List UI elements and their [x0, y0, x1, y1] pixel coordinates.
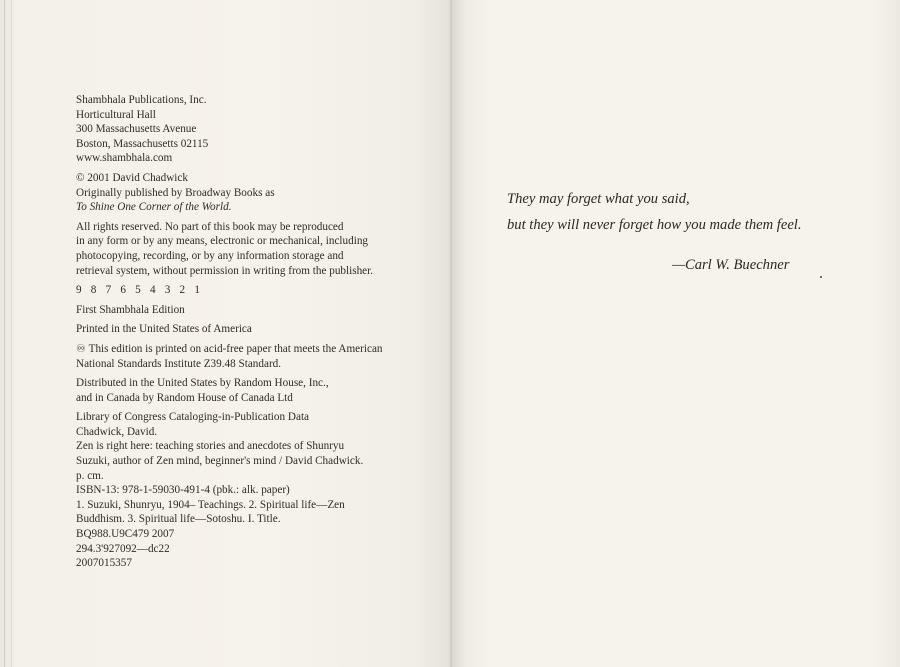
edition-block	[76, 303, 436, 318]
cip-pagination: p. cm.	[76, 469, 104, 482]
paper-speck	[820, 276, 822, 278]
copyright-text	[76, 93, 436, 576]
epigraph-quote	[507, 186, 837, 238]
publisher-name: Shambhala Publications, Inc.	[76, 94, 207, 106]
distribution-notice	[76, 376, 436, 405]
publisher-building: Horticultural Hall	[76, 108, 156, 121]
page-edge-lines	[4, 0, 12, 667]
paper-line: ♾ This edition is printed on acid-free paper that meets the American	[76, 342, 383, 355]
cip-lccn: 2007015357	[76, 557, 132, 570]
rights-line: retrieval system, without permission in writing from the publisher.	[76, 264, 374, 277]
cip-subjects-cont: Buddhism. 3. Spiritual life—Sotoshu. I. Title.	[76, 513, 281, 526]
printing-numbers: 9 8 7 6 5 4 3 2 1	[76, 284, 204, 297]
cip-isbn: ISBN-13: 978-1-59030-491-4 (pbk.: alk. paper)	[76, 484, 290, 497]
copyright-holder: © 2001 David Chadwick	[76, 171, 188, 184]
distribution-line: and in Canada by Random House of Canada Ltd	[76, 391, 293, 404]
paper-line: National Standards Institute Z39.48 Standard.	[76, 357, 282, 370]
cip-heading: Library of Congress Cataloging-in-Publication Data	[76, 411, 310, 424]
epigraph-page	[452, 0, 900, 667]
publisher-website: www.shambhala.com	[76, 152, 173, 165]
quote-line: They may forget what you said,	[507, 191, 690, 207]
original-title: To Shine One Corner of the World.	[76, 201, 232, 214]
cip-dewey: 294.3'927092—dc22	[76, 542, 170, 555]
publisher-street: 300 Massachusetts Avenue	[76, 123, 197, 136]
distribution-line: Distributed in the United States by Random House, Inc.,	[76, 377, 329, 390]
cip-call-number: BQ988.U9C479 2007	[76, 528, 175, 541]
cip-author: Chadwick, David.	[76, 425, 158, 438]
cip-subjects: 1. Suzuki, Shunryu, 1904– Teachings. 2. Spiritual life—Zen	[76, 498, 345, 511]
publisher-city: Boston, Massachusetts 02115	[76, 137, 209, 150]
cip-title: Zen is right here: teaching stories and anecdotes of Shunryu	[76, 440, 345, 453]
printing-line	[76, 283, 436, 298]
copyright-notice	[76, 171, 436, 215]
edition-statement: First Shambhala Edition	[76, 303, 185, 316]
original-publisher: Originally published by Broadway Books as	[76, 186, 275, 199]
rights-line: in any form or by any means, electronic or mechanical, including	[76, 235, 369, 248]
rights-line: photocopying, recording, or by any information storage and	[76, 249, 344, 262]
epigraph-attribution: —Carl W. Buechner	[672, 257, 790, 273]
printed-in: Printed in the United States of America	[76, 323, 252, 336]
publisher-address	[76, 93, 436, 166]
cip-data	[76, 410, 436, 571]
rights-notice	[76, 220, 436, 278]
cip-title-cont: Suzuki, author of Zen mind, beginner's mind / David Chadwick.	[76, 455, 364, 468]
rights-line: All rights reserved. No part of this book may be reproduced	[76, 220, 344, 233]
printed-block	[76, 322, 436, 337]
paper-notice	[76, 342, 436, 371]
quote-line: but they will never forget how you made them feel.	[507, 217, 802, 233]
